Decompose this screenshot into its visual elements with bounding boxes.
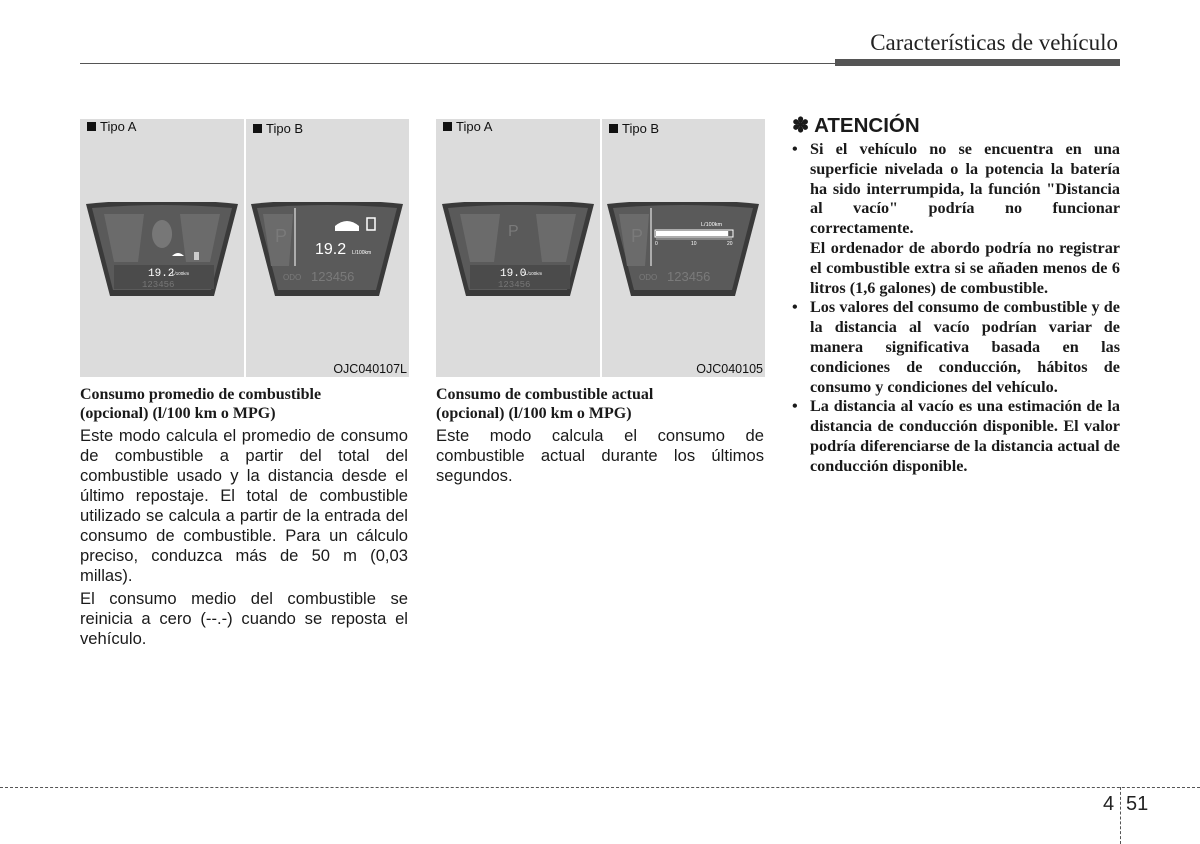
cluster-a-value: 19.0 [500, 268, 527, 280]
section-average-consumption [80, 385, 408, 649]
cluster-a-unit: L/100km [525, 271, 543, 276]
header-bar [835, 59, 1120, 66]
page-header-title: Características de vehículo [870, 30, 1118, 55]
section-current-consumption [436, 385, 764, 486]
cluster-display-type-b [249, 202, 405, 300]
cluster-b-unit: L/100km [352, 250, 372, 256]
cluster-b-value: 19.2 [315, 241, 347, 258]
cluster-a-unit: L/100km [172, 271, 190, 276]
footer-rule [0, 787, 1200, 788]
attention-item: • La distancia al vacío es una estimación de la distancia de conducción disponible. El valor podría diferenciarse de la distancia actual de conducción disponible. [792, 397, 1120, 475]
cluster-display-type-b [605, 202, 761, 300]
page-number: 51 [1126, 793, 1149, 815]
cluster-a-value: 19.2 [148, 268, 175, 280]
svg-text:P: P [275, 226, 288, 246]
attention-item: • Los valores del consumo de combustible y de la distancia al vacío podrían variar de manera significativa basada en las condiciones de conducción, hábitos de consumo y condiciones del vehículo. [792, 298, 1120, 396]
section-title: Consumo de combustible actual (opcional) (l/100 km o MPG) [436, 386, 654, 422]
cluster-a-odo: 123456 [498, 280, 531, 290]
type-b-label: Tipo B [609, 121, 659, 136]
cluster-b-odo-label: ODO [639, 273, 658, 282]
attention-item: • Si el vehículo no se encuentra en una superficie nivelada o la potencia la batería ha sido interrumpida, la función "Distancia al vacío" podría no funcionar correctamente. El ordenador de abordo podría no registrar el combustible extra si se añaden menos de 6 litros (1,6 galones) de combustible. [792, 140, 1120, 297]
cluster-b-odo: 123456 [311, 269, 355, 284]
chapter-number: 4 [1103, 793, 1115, 815]
scale-tick-0: 0 [655, 241, 658, 247]
section-paragraph: Este modo calcula el promedio de consumo de combustible a partir del total del combustible usado y la distancia desde el último repostaje. El total de combustible utilizado se calcula a partir de la entrada del consumo de combustible. Para un cálculo preciso, conduzca más de 50 m (0,03 millas). [80, 426, 408, 585]
type-b-label: Tipo B [253, 121, 303, 136]
cluster-display-type-a [440, 202, 596, 300]
figure-code: OJC040105 [696, 362, 763, 376]
figure-divider [244, 119, 246, 377]
consumption-bar-fill [656, 231, 728, 236]
svg-text:P: P [508, 223, 519, 240]
cluster-b-odo: 123456 [667, 269, 711, 284]
attention-list [792, 140, 1120, 477]
figure-divider [600, 119, 602, 377]
figure-code: OJC040107L [333, 362, 407, 376]
section-paragraph: Este modo calcula el consumo de combustible actual durante los últimos segundos. [436, 426, 764, 485]
attention-note [792, 113, 1120, 477]
cluster-b-odo-label: ODO [283, 273, 302, 282]
type-a-label: Tipo A [87, 119, 136, 134]
cluster-a-odo: 123456 [142, 280, 175, 290]
footer-divider [1120, 787, 1121, 844]
attention-title: ✽ ATENCIÓN [792, 114, 920, 137]
cluster-b-unit: L/100km [701, 222, 723, 228]
svg-text:P: P [631, 226, 644, 246]
section-paragraph: El consumo medio del combustible se reinicia a cero (--.-) cuando se reposta el vehículo. [80, 589, 408, 648]
cluster-display-type-a [84, 202, 240, 300]
type-a-label: Tipo A [443, 119, 492, 134]
scale-tick-20: 20 [727, 241, 733, 247]
section-title: Consumo promedio de combustible (opcional) (l/100 km o MPG) [80, 386, 322, 422]
figure-average-consumption [80, 119, 409, 377]
figure-current-consumption [436, 119, 765, 377]
scale-tick-10: 10 [691, 241, 697, 247]
